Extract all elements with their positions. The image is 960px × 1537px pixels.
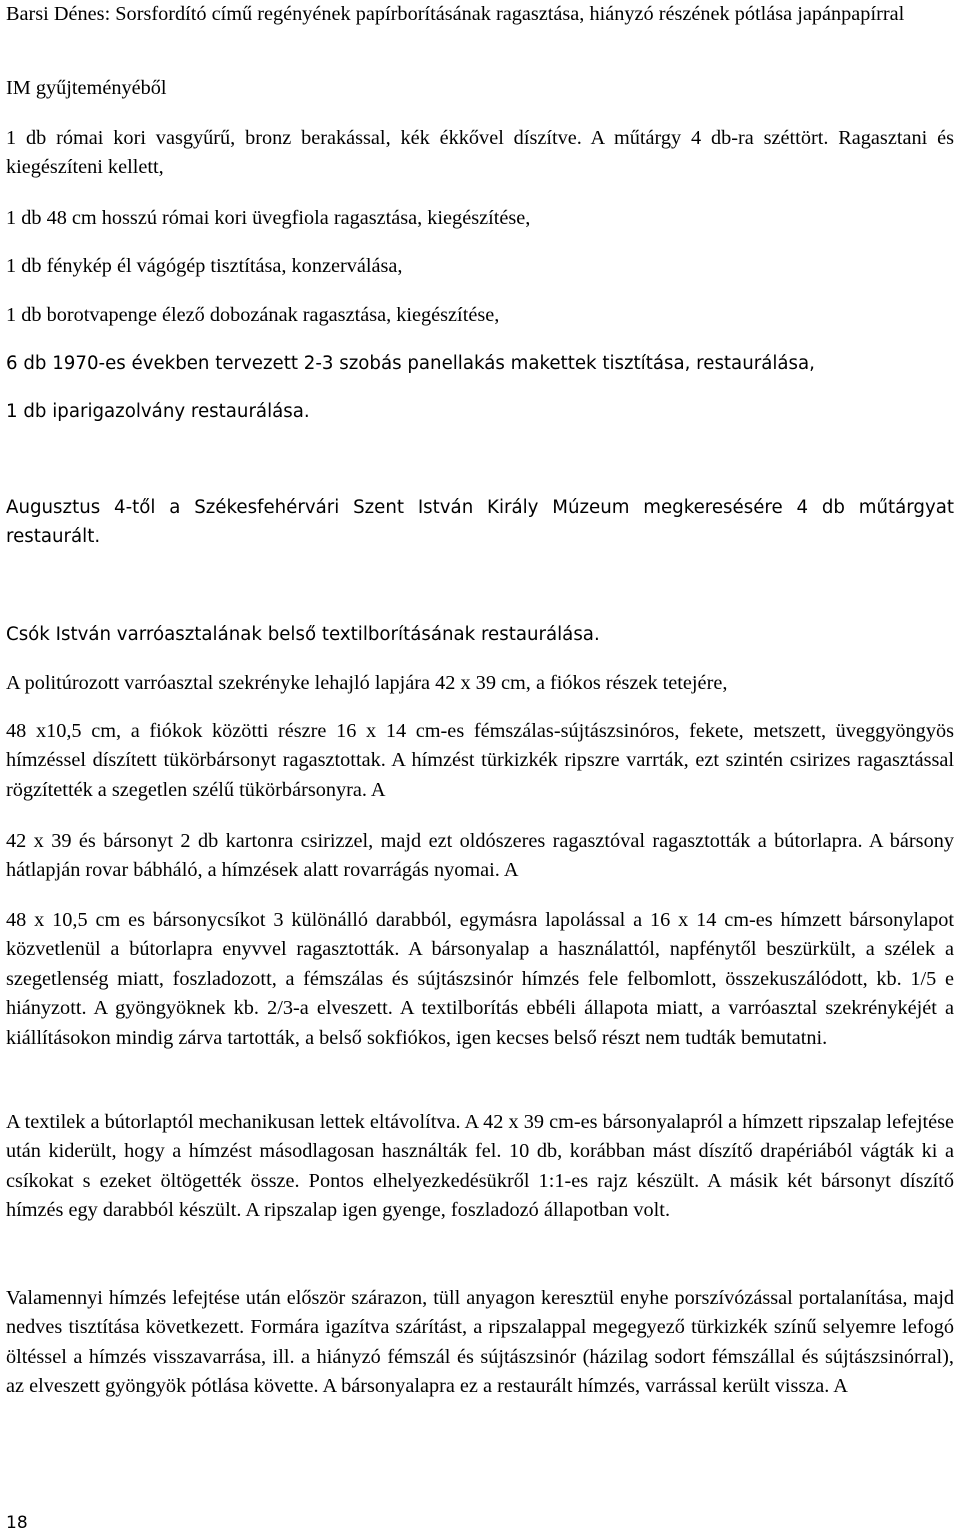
paragraph-im-collection: IM gyűjteményéből [6, 77, 167, 99]
paragraph-panel-models: 6 db 1970-es években tervezett 2-3 szobás panellakás makettek tisztítása, restaurálása, [6, 353, 815, 374]
paragraph-polished-table: A politúrozott varróasztal szekrényke lehajló lapjára 42 x 39 cm, a fiókos részek tetejére, [6, 672, 728, 694]
paragraph-roman-ring: 1 db római kori vasgyűrű, bronz berakással, kék ékkővel díszítve. A műtárgy 4 db-ra széttört. Ragasztani és kiegészíteni kellett, [6, 127, 954, 179]
paragraph-velvet-dimensions: 48 x10,5 cm, a fiókok közötti részre 16 x 14 cm-es fémszálas-sújtászsinóros, fekete, metszett, üveggyöngyös hímzéssel díszített tükörbársonyt ragasztottak. A hímzést türkizkék ripszre varrták, ezt szintén csirizes ragasztással rögzítették a szegetlen szélű tükörbársonyra. A [6, 720, 954, 801]
paragraph-trade-license: 1 db iparigazolvány restaurálása. [6, 401, 310, 422]
paragraph-photo-cutter: 1 db fénykép él vágógép tisztítása, konzerválása, [6, 255, 403, 277]
paragraph-museum-request: Augusztus 4-től a Székesfehérvári Szent István Király Múzeum megkeresésére 4 db műtárgyat restaurált. [6, 497, 954, 548]
paragraph-book-cover: Barsi Dénes: Sorsfordító című regényének papírborításának ragasztása, hiányzó részének pótlása japánpapírral [6, 3, 905, 25]
paragraph-textile-removal: A textilek a bútorlaptól mechanikusan lettek eltávolítva. A 42 x 39 cm-es bársonyalapról a hímzett ripszalap lefejtése után kiderült, hogy a hímzést másodlagosan használták fel. 10 db, korábban mást díszítő drapériából vágták ki a csíkokat s ezeket öltögették össze. Pontos elhelyezkedésükről 1:1-es rajz készült. A másik két bársonyt díszítő hímzés egy darabból készült. A ripszalap igen gyenge, foszladozó állapotban volt. [6, 1111, 954, 1222]
page-number: 18 [6, 1513, 28, 1533]
paragraph-sewing-table-title: Csók István varróasztalának belső textilborításának restaurálása. [6, 624, 600, 645]
paragraph-velvet-cardboard: 42 x 39 és bársonyt 2 db kartonra csirizzel, majd ezt oldószeres ragasztóval ragasztották a bútorlapra. A bársony hátlapján rovar bábháló, a hímzések alatt rovarrágás nyomai. A [6, 830, 954, 882]
paragraph-razor-box: 1 db borotvapenge élező dobozának ragasztása, kiegészítése, [6, 304, 500, 326]
paragraph-cleaning: Valamennyi hímzés lefejtése után először szárazon, tüll anyagon keresztül enyhe porszívózással portalanítása, majd nedves tisztítása következett. Formára igazítva szárítást, a ripszalappal megegyező türkizkék színű selyemre lefogó öltéssel a hímzés visszavarrása, ill. a hiányzó fémszál és sújtászsinór (házilag sodort fémszállal és sújtászsinórral), az elveszett gyöngyök pótlása követte. A bársonyalapra ez a restaurált hímzés, varrással került vissza. A [6, 1287, 954, 1398]
paragraph-velvet-strip: 48 x 10,5 cm es bársonycsíkot 3 különálló darabból, egymásra lapolással a 16 x 14 cm-es hímzett bársonylapot közvetlenül a bútorlapra enyvvel ragasztották. A bársonyalap a használattól, napfénytől beszürkült, a szélek a szegetlenség miatt, foszladozott, a fémszálas és sújtászsinór hímzés fele felbomlott, összekuszálódott, kb. 1/5 e hiányzott. A gyöngyöknek kb. 2/3-a elveszett. A textilborítás ebbéli állapota miatt, a varróasztal szekrénykéjét a kiállításokon mindig zárva tartották, a belső sokfiókos, igen kecses belső részt nem tudták bemutatni. [6, 909, 954, 1049]
paragraph-glass-vial: 1 db 48 cm hosszú római kori üvegfiola ragasztása, kiegészítése, [6, 207, 531, 229]
